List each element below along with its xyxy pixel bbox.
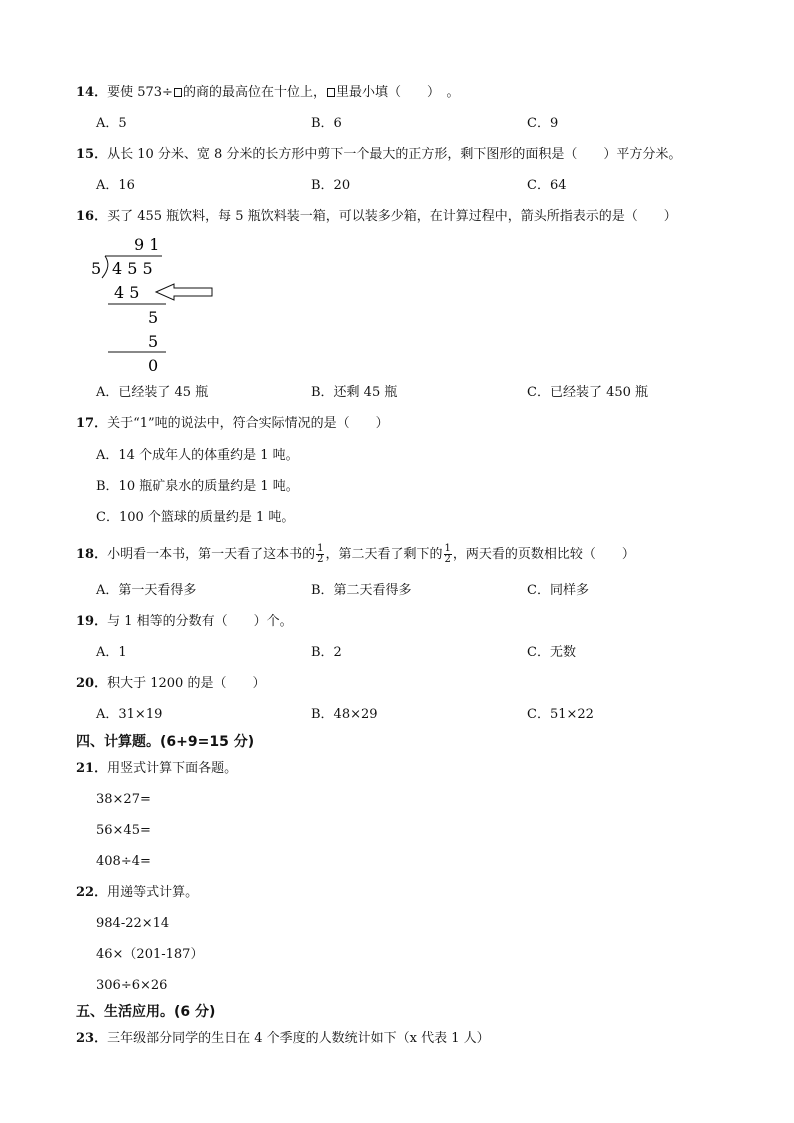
- option-a: A．31×19: [96, 707, 163, 722]
- calc-item: 56×45=: [96, 823, 151, 838]
- option-a: A．16: [96, 178, 135, 193]
- option-b: B．48×29: [311, 707, 378, 722]
- question-16: [76, 208, 677, 226]
- long-division-diagram: [88, 232, 218, 378]
- division-remain1: 5: [148, 308, 159, 327]
- option-c: C．100 个篮球的质量约是 1 吨。: [96, 510, 295, 525]
- question-21: [76, 760, 237, 778]
- question-text: 小明看一本书，第一天看了这本书的: [107, 547, 316, 562]
- option-c: C．9: [527, 116, 559, 131]
- question-text: 积大于 1200 的是（ ）: [107, 676, 266, 691]
- question-23: [76, 1030, 490, 1048]
- question-number: 14．: [76, 85, 108, 100]
- question-20: [76, 675, 265, 693]
- question-text: 与 1 相等的分数有（ ）个。: [107, 614, 293, 629]
- question-text: 关于“1”吨的说法中，符合实际情况的是（ ）: [107, 416, 389, 431]
- fraction-denominator: 2: [444, 554, 451, 565]
- question-19: [76, 613, 293, 631]
- calc-item: 408÷4=: [96, 854, 151, 869]
- option-a: A．5: [96, 116, 127, 131]
- question-22: [76, 884, 198, 902]
- option-b: B．6: [311, 116, 342, 131]
- division-step2: 5: [148, 332, 159, 351]
- fraction: [316, 544, 324, 565]
- question-number: 21．: [76, 761, 108, 776]
- question-text: 里最小填（ ） 。: [335, 85, 460, 100]
- fraction-numerator: 1: [317, 543, 324, 554]
- question-text: 从长 10 分米、宽 8 分米的长方形中剪下一个最大的正方形，剩下图形的面积是（ ）平方分米。: [107, 147, 682, 162]
- option-a: A．已经装了 45 瓶: [96, 385, 209, 400]
- question-number: 23．: [76, 1031, 108, 1046]
- question-text: 要使 573÷: [107, 85, 173, 100]
- question-text: ，两天看的页数相比较（ ）: [452, 547, 635, 562]
- option-c: C．无数: [527, 645, 576, 660]
- question-17: [76, 415, 389, 433]
- division-step1: 4 5: [114, 283, 140, 302]
- left-arrow-icon: [156, 284, 212, 300]
- fraction-numerator: 1: [444, 543, 451, 554]
- option-b: B．第二天看得多: [311, 583, 412, 598]
- question-text: 用竖式计算下面各题。: [107, 761, 238, 776]
- option-b: B．10 瓶矿泉水的质量约是 1 吨。: [96, 479, 299, 494]
- option-a: A．14 个成年人的体重约是 1 吨。: [96, 448, 299, 463]
- calc-item: 306÷6×26: [96, 978, 168, 993]
- question-number: 18．: [76, 547, 108, 562]
- division-dividend: 4 5 5: [112, 259, 153, 278]
- option-b: B．还剩 45 瓶: [311, 385, 398, 400]
- question-number: 16．: [76, 209, 108, 224]
- option-b: B．20: [311, 178, 351, 193]
- question-number: 22．: [76, 885, 108, 900]
- section-heading-4: 四、计算题。(6+9=15 分): [76, 734, 255, 750]
- question-number: 17．: [76, 416, 108, 431]
- option-a: A．第一天看得多: [96, 583, 197, 598]
- option-a: A．1: [96, 645, 127, 660]
- option-c: C．已经装了 450 瓶: [527, 385, 649, 400]
- question-text: 的商的最高位在十位上，: [182, 85, 326, 100]
- fraction: [444, 544, 452, 565]
- question-number: 19．: [76, 614, 108, 629]
- blank-box-icon: [174, 88, 182, 97]
- option-c: C．51×22: [527, 707, 594, 722]
- division-remain2: 0: [148, 356, 159, 375]
- fraction-denominator: 2: [317, 554, 324, 565]
- question-text: 三年级部分同学的生日在 4 个季度的人数统计如下（x 代表 1 人）: [107, 1031, 490, 1046]
- section-heading-5: 五、生活应用。(6 分): [76, 1004, 216, 1020]
- question-18: [76, 544, 635, 565]
- question-text: 用递等式计算。: [107, 885, 199, 900]
- calc-item: 46×（201-187）: [96, 947, 204, 962]
- question-number: 20．: [76, 676, 108, 691]
- calc-item: 38×27=: [96, 792, 151, 807]
- calc-item: 984-22×14: [96, 916, 170, 931]
- division-bracket: [102, 256, 108, 278]
- blank-box-icon: [327, 88, 335, 97]
- option-c: C．同样多: [527, 583, 589, 598]
- division-quotient: 9 1: [134, 235, 160, 254]
- question-number: 15．: [76, 147, 108, 162]
- option-c: C．64: [527, 178, 567, 193]
- question-15: [76, 146, 681, 164]
- question-text: ，第二天看了剩下的: [325, 547, 443, 562]
- question-14: [76, 84, 459, 102]
- question-text: 买了 455 瓶饮料，每 5 瓶饮料装一箱，可以装多少箱，在计算过程中，箭头所指表示的是（ ）: [107, 209, 677, 224]
- option-b: B．2: [311, 645, 342, 660]
- division-divisor: 5: [91, 259, 102, 278]
